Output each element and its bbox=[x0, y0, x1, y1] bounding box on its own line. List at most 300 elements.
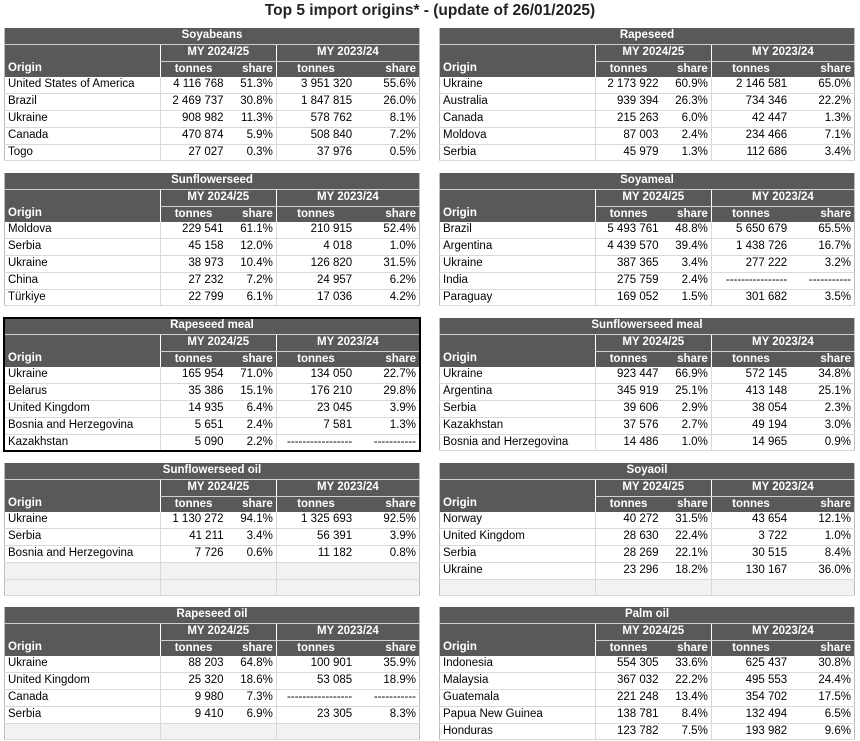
share-2023-24-cell: 36.0% bbox=[790, 562, 854, 579]
tonnes-2024-25-cell: 9 980 bbox=[160, 689, 226, 706]
origin-cell: Brazil bbox=[5, 94, 161, 111]
tonnes-2023-24-cell: 193 982 bbox=[711, 723, 790, 740]
share-2024-25-cell: 64.8% bbox=[227, 656, 277, 672]
share-2024-25-cell: 31.5% bbox=[662, 512, 712, 528]
table-row bbox=[440, 723, 855, 740]
tonnes-2023-24-cell: 49 194 bbox=[711, 417, 790, 434]
share-2023-24-cell: 92.5% bbox=[355, 512, 419, 528]
tonnes-2024-25-cell bbox=[160, 562, 226, 579]
table-panel-soyaoil bbox=[439, 463, 855, 596]
share-2024-25-cell: 6.1% bbox=[227, 289, 277, 306]
share-2024-25-cell: 48.8% bbox=[662, 222, 712, 238]
share-2023-24-cell: 6.5% bbox=[790, 706, 854, 723]
tonnes-2023-24-cell bbox=[276, 723, 355, 740]
tonnes-2024-25-cell: 45 158 bbox=[160, 239, 226, 256]
share-2023-24-cell: 0.9% bbox=[790, 434, 854, 451]
share-2024-25-cell: 13.4% bbox=[662, 689, 712, 706]
tonnes-2023-24-cell: 23 305 bbox=[276, 706, 355, 723]
import-table bbox=[4, 173, 420, 306]
table-row bbox=[5, 706, 420, 723]
share-2024-25-cell bbox=[227, 723, 277, 740]
origin-cell: India bbox=[440, 272, 596, 289]
share-2023-24-cell: 8.4% bbox=[790, 545, 854, 562]
table-row bbox=[5, 110, 420, 127]
table-row bbox=[5, 255, 420, 272]
table-row bbox=[440, 562, 855, 579]
header-share: share bbox=[227, 351, 277, 367]
tonnes-2024-25-cell: 23 296 bbox=[595, 562, 661, 579]
origin-cell: Australia bbox=[440, 94, 596, 111]
tonnes-2024-25-cell: 28 269 bbox=[595, 545, 661, 562]
share-2024-25-cell: 2.7% bbox=[662, 417, 712, 434]
tonnes-2023-24-cell: 2 146 581 bbox=[711, 77, 790, 93]
header-share: share bbox=[355, 496, 419, 512]
share-2023-24-cell: 7.2% bbox=[355, 127, 419, 144]
share-2023-24-cell: 25.1% bbox=[790, 384, 854, 401]
share-2024-25-cell bbox=[227, 579, 277, 596]
table-row bbox=[5, 562, 420, 579]
table-row bbox=[5, 417, 420, 434]
header-share: share bbox=[790, 206, 854, 222]
header-share: share bbox=[662, 496, 712, 512]
share-2024-25-cell: 2.4% bbox=[662, 272, 712, 289]
table-row bbox=[5, 272, 420, 289]
table-row bbox=[440, 110, 855, 127]
tonnes-2024-25-cell: 39 606 bbox=[595, 400, 661, 417]
share-2024-25-cell: 2.4% bbox=[662, 127, 712, 144]
header-share: share bbox=[662, 61, 712, 77]
tonnes-2024-25-cell bbox=[160, 723, 226, 740]
share-2024-25-cell: 18.2% bbox=[662, 562, 712, 579]
header-share: share bbox=[227, 61, 277, 77]
share-2024-25-cell: 8.4% bbox=[662, 706, 712, 723]
tonnes-2024-25-cell: 1 130 272 bbox=[160, 512, 226, 528]
tonnes-2023-24-cell: 23 045 bbox=[276, 400, 355, 417]
tonnes-2024-25-cell: 215 263 bbox=[595, 110, 661, 127]
table-panel-soyameal bbox=[439, 173, 855, 306]
origin-cell: Argentina bbox=[440, 239, 596, 256]
table-row bbox=[5, 656, 420, 672]
table-panel-rapeseed-oil bbox=[4, 607, 420, 740]
share-2024-25-cell: 33.6% bbox=[662, 656, 712, 672]
header-period-current: MY 2024/25 bbox=[160, 334, 276, 351]
table-panel-sunflowerseed-oil bbox=[4, 463, 420, 596]
import-table bbox=[4, 318, 420, 451]
origin-cell: Ukraine bbox=[440, 562, 596, 579]
tonnes-2024-25-cell: 5 651 bbox=[160, 417, 226, 434]
tonnes-2024-25-cell: 923 447 bbox=[595, 367, 661, 383]
table-row bbox=[5, 545, 420, 562]
header-blank bbox=[440, 189, 596, 206]
header-tonnes: tonnes bbox=[160, 640, 226, 656]
header-blank bbox=[5, 479, 161, 496]
header-tonnes: tonnes bbox=[595, 496, 661, 512]
origin-cell: Papua New Guinea bbox=[440, 706, 596, 723]
share-2023-24-cell: 26.0% bbox=[355, 94, 419, 111]
origin-cell: United Kingdom bbox=[5, 400, 161, 417]
origin-cell: Serbia bbox=[440, 144, 596, 161]
tonnes-2024-25-cell: 37 576 bbox=[595, 417, 661, 434]
tonnes-2023-24-cell: 578 762 bbox=[276, 110, 355, 127]
table-row bbox=[440, 77, 855, 93]
share-2024-25-cell: 6.4% bbox=[227, 400, 277, 417]
share-2023-24-cell: 16.7% bbox=[790, 239, 854, 256]
tonnes-2023-24-cell: 301 682 bbox=[711, 289, 790, 306]
origin-cell: United Kingdom bbox=[440, 529, 596, 546]
share-2023-24-cell: 30.8% bbox=[790, 656, 854, 672]
origin-cell: Ukraine bbox=[440, 367, 596, 383]
origin-cell: Brazil bbox=[440, 222, 596, 238]
table-row bbox=[440, 289, 855, 306]
tonnes-2023-24-cell: 354 702 bbox=[711, 689, 790, 706]
tonnes-2023-24-cell bbox=[711, 579, 790, 596]
tonnes-2023-24-cell: 625 437 bbox=[711, 656, 790, 672]
table-row bbox=[5, 289, 420, 306]
tonnes-2023-24-cell: ---------------- bbox=[711, 272, 790, 289]
tonnes-2023-24-cell: 1 325 693 bbox=[276, 512, 355, 528]
tonnes-2024-25-cell: 25 320 bbox=[160, 673, 226, 690]
tonnes-2023-24-cell: 5 650 679 bbox=[711, 222, 790, 238]
header-blank bbox=[5, 44, 161, 61]
share-2023-24-cell: 1.0% bbox=[355, 239, 419, 256]
share-2023-24-cell bbox=[355, 579, 419, 596]
table-row bbox=[440, 272, 855, 289]
tonnes-2024-25-cell: 27 232 bbox=[160, 272, 226, 289]
share-2024-25-cell: 11.3% bbox=[227, 110, 277, 127]
share-2023-24-cell: 7.1% bbox=[790, 127, 854, 144]
tonnes-2024-25-cell: 165 954 bbox=[160, 367, 226, 383]
origin-cell: Ukraine bbox=[5, 367, 161, 383]
tonnes-2024-25-cell: 9 410 bbox=[160, 706, 226, 723]
header-origin: Origin bbox=[5, 351, 161, 367]
header-share: share bbox=[355, 640, 419, 656]
tonnes-2023-24-cell: 277 222 bbox=[711, 255, 790, 272]
table-row bbox=[440, 545, 855, 562]
header-share: share bbox=[227, 496, 277, 512]
header-blank bbox=[5, 189, 161, 206]
header-period-current: MY 2024/25 bbox=[160, 479, 276, 496]
header-origin: Origin bbox=[440, 496, 596, 512]
table-title: Soyaoil bbox=[440, 463, 855, 479]
header-period-current: MY 2024/25 bbox=[595, 479, 711, 496]
tonnes-2023-24-cell: 126 820 bbox=[276, 255, 355, 272]
table-row bbox=[5, 673, 420, 690]
origin-cell: Serbia bbox=[5, 529, 161, 546]
tonnes-2024-25-cell: 45 979 bbox=[595, 144, 661, 161]
share-2023-24-cell: 3.9% bbox=[355, 529, 419, 546]
header-tonnes: tonnes bbox=[160, 496, 226, 512]
share-2024-25-cell: 1.3% bbox=[662, 144, 712, 161]
table-title: Rapeseed meal bbox=[5, 318, 420, 334]
header-tonnes: tonnes bbox=[711, 61, 790, 77]
table-title: Soyabeans bbox=[5, 28, 420, 44]
header-share: share bbox=[355, 351, 419, 367]
table-row bbox=[440, 367, 855, 383]
tonnes-2024-25-cell: 123 782 bbox=[595, 723, 661, 740]
tonnes-2023-24-cell: 508 840 bbox=[276, 127, 355, 144]
share-2024-25-cell: 66.9% bbox=[662, 367, 712, 383]
tonnes-2024-25-cell: 14 935 bbox=[160, 400, 226, 417]
share-2024-25-cell: 22.2% bbox=[662, 673, 712, 690]
origin-cell: Canada bbox=[440, 110, 596, 127]
header-period-previous: MY 2023/24 bbox=[276, 334, 419, 351]
share-2023-24-cell bbox=[355, 723, 419, 740]
header-share: share bbox=[227, 206, 277, 222]
table-row bbox=[440, 579, 855, 596]
tonnes-2024-25-cell: 275 759 bbox=[595, 272, 661, 289]
tonnes-2024-25-cell: 4 439 570 bbox=[595, 239, 661, 256]
header-origin: Origin bbox=[440, 640, 596, 656]
header-period-previous: MY 2023/24 bbox=[711, 44, 854, 61]
origin-cell: Türkiye bbox=[5, 289, 161, 306]
import-table bbox=[4, 463, 420, 596]
table-row bbox=[440, 689, 855, 706]
share-2023-24-cell: 24.4% bbox=[790, 673, 854, 690]
share-2023-24-cell: 52.4% bbox=[355, 222, 419, 238]
share-2023-24-cell: 4.2% bbox=[355, 289, 419, 306]
header-period-current: MY 2024/25 bbox=[160, 189, 276, 206]
import-table bbox=[439, 173, 855, 306]
header-share: share bbox=[662, 351, 712, 367]
share-2024-25-cell: 10.4% bbox=[227, 255, 277, 272]
tonnes-2023-24-cell: 210 915 bbox=[276, 222, 355, 238]
table-panel-rapeseed-meal bbox=[4, 318, 420, 451]
page-title: Top 5 import origins* - (update of 26/01/2025) bbox=[264, 2, 596, 19]
header-origin: Origin bbox=[5, 640, 161, 656]
table-panel-soyabeans bbox=[4, 28, 420, 161]
import-table bbox=[439, 28, 855, 161]
header-blank bbox=[440, 479, 596, 496]
share-2024-25-cell: 25.1% bbox=[662, 384, 712, 401]
tonnes-2024-25-cell: 939 394 bbox=[595, 94, 661, 111]
tonnes-2023-24-cell: 24 957 bbox=[276, 272, 355, 289]
tonnes-2024-25-cell: 138 781 bbox=[595, 706, 661, 723]
header-tonnes: tonnes bbox=[276, 496, 355, 512]
table-row bbox=[440, 127, 855, 144]
share-2024-25-cell: 2.2% bbox=[227, 434, 277, 451]
origin-cell: United Kingdom bbox=[5, 673, 161, 690]
table-row bbox=[440, 529, 855, 546]
origin-cell: Bosnia and Herzegovina bbox=[5, 545, 161, 562]
share-2023-24-cell: 22.7% bbox=[355, 367, 419, 383]
header-origin: Origin bbox=[440, 351, 596, 367]
share-2023-24-cell: 0.5% bbox=[355, 144, 419, 161]
tonnes-2023-24-cell: 38 054 bbox=[711, 400, 790, 417]
share-2023-24-cell: 6.2% bbox=[355, 272, 419, 289]
share-2023-24-cell: 65.0% bbox=[790, 77, 854, 93]
header-tonnes: tonnes bbox=[711, 351, 790, 367]
share-2023-24-cell: 8.1% bbox=[355, 110, 419, 127]
header-period-current: MY 2024/25 bbox=[595, 334, 711, 351]
table-row bbox=[440, 144, 855, 161]
share-2023-24-cell: 55.6% bbox=[355, 77, 419, 93]
share-2024-25-cell: 94.1% bbox=[227, 512, 277, 528]
share-2024-25-cell: 71.0% bbox=[227, 367, 277, 383]
tonnes-2024-25-cell: 345 919 bbox=[595, 384, 661, 401]
origin-cell: Bosnia and Herzegovina bbox=[440, 434, 596, 451]
origin-cell: Ukraine bbox=[5, 512, 161, 528]
origin-cell: Moldova bbox=[5, 222, 161, 238]
share-2024-25-cell: 5.9% bbox=[227, 127, 277, 144]
share-2024-25-cell: 6.0% bbox=[662, 110, 712, 127]
origin-cell: Ukraine bbox=[5, 255, 161, 272]
table-row bbox=[5, 529, 420, 546]
tonnes-2024-25-cell: 40 272 bbox=[595, 512, 661, 528]
table-row bbox=[440, 673, 855, 690]
share-2024-25-cell: 26.3% bbox=[662, 94, 712, 111]
tonnes-2024-25-cell: 367 032 bbox=[595, 673, 661, 690]
share-2024-25-cell: 18.6% bbox=[227, 673, 277, 690]
tonnes-2024-25-cell: 22 799 bbox=[160, 289, 226, 306]
header-share: share bbox=[790, 61, 854, 77]
share-2024-25-cell bbox=[227, 562, 277, 579]
share-2024-25-cell: 15.1% bbox=[227, 384, 277, 401]
table-row bbox=[440, 94, 855, 111]
table-title: Sunflowerseed bbox=[5, 173, 420, 189]
origin-cell: Belarus bbox=[5, 384, 161, 401]
share-2024-25-cell: 6.9% bbox=[227, 706, 277, 723]
share-2024-25-cell: 3.4% bbox=[227, 529, 277, 546]
share-2023-24-cell: 31.5% bbox=[355, 255, 419, 272]
tonnes-2023-24-cell: 7 581 bbox=[276, 417, 355, 434]
import-table bbox=[4, 607, 420, 740]
share-2024-25-cell: 1.5% bbox=[662, 289, 712, 306]
import-table bbox=[4, 28, 420, 161]
tonnes-2024-25-cell: 38 973 bbox=[160, 255, 226, 272]
tonnes-2024-25-cell: 169 052 bbox=[595, 289, 661, 306]
header-blank bbox=[5, 334, 161, 351]
header-tonnes: tonnes bbox=[711, 206, 790, 222]
share-2024-25-cell: 3.4% bbox=[662, 255, 712, 272]
tonnes-2023-24-cell: 234 466 bbox=[711, 127, 790, 144]
tonnes-2024-25-cell: 28 630 bbox=[595, 529, 661, 546]
table-title: Palm oil bbox=[440, 607, 855, 623]
origin-cell: Kazakhstan bbox=[5, 434, 161, 451]
origin-cell bbox=[5, 562, 161, 579]
header-tonnes: tonnes bbox=[595, 61, 661, 77]
share-2024-25-cell: 0.6% bbox=[227, 545, 277, 562]
origin-cell: Honduras bbox=[440, 723, 596, 740]
share-2023-24-cell: 1.3% bbox=[790, 110, 854, 127]
share-2024-25-cell: 1.0% bbox=[662, 434, 712, 451]
header-tonnes: tonnes bbox=[160, 351, 226, 367]
tonnes-2024-25-cell: 7 726 bbox=[160, 545, 226, 562]
tonnes-2023-24-cell bbox=[276, 579, 355, 596]
tonnes-2023-24-cell: 176 210 bbox=[276, 384, 355, 401]
table-row bbox=[5, 579, 420, 596]
tonnes-2023-24-cell: 572 145 bbox=[711, 367, 790, 383]
share-2023-24-cell: ----------- bbox=[790, 272, 854, 289]
table-title: Soyameal bbox=[440, 173, 855, 189]
share-2023-24-cell: 3.9% bbox=[355, 400, 419, 417]
tonnes-2023-24-cell: 112 686 bbox=[711, 144, 790, 161]
share-2024-25-cell: 60.9% bbox=[662, 77, 712, 93]
header-tonnes: tonnes bbox=[595, 206, 661, 222]
header-tonnes: tonnes bbox=[595, 351, 661, 367]
share-2024-25-cell: 0.3% bbox=[227, 144, 277, 161]
tonnes-2023-24-cell: 17 036 bbox=[276, 289, 355, 306]
table-row bbox=[5, 239, 420, 256]
header-tonnes: tonnes bbox=[160, 61, 226, 77]
tonnes-2023-24-cell: 495 553 bbox=[711, 673, 790, 690]
tonnes-2023-24-cell: 56 391 bbox=[276, 529, 355, 546]
origin-cell: Argentina bbox=[440, 384, 596, 401]
share-2023-24-cell: 3.2% bbox=[790, 255, 854, 272]
share-2023-24-cell: 9.6% bbox=[790, 723, 854, 740]
table-row bbox=[440, 384, 855, 401]
origin-cell: Serbia bbox=[440, 400, 596, 417]
origin-cell: Serbia bbox=[5, 239, 161, 256]
share-2023-24-cell: 17.5% bbox=[790, 689, 854, 706]
share-2024-25-cell: 61.1% bbox=[227, 222, 277, 238]
share-2023-24-cell: 0.8% bbox=[355, 545, 419, 562]
table-row bbox=[5, 127, 420, 144]
header-blank bbox=[440, 44, 596, 61]
table-row bbox=[440, 706, 855, 723]
table-row bbox=[5, 384, 420, 401]
header-share: share bbox=[227, 640, 277, 656]
table-panel-rapeseed bbox=[439, 28, 855, 161]
tonnes-2023-24-cell: ----------------- bbox=[276, 434, 355, 451]
table-row bbox=[5, 77, 420, 93]
share-2024-25-cell: 22.4% bbox=[662, 529, 712, 546]
tonnes-2024-25-cell: 2 173 922 bbox=[595, 77, 661, 93]
header-period-previous: MY 2023/24 bbox=[276, 189, 419, 206]
table-title: Sunflowerseed meal bbox=[440, 318, 855, 334]
table-row bbox=[440, 255, 855, 272]
header-origin: Origin bbox=[5, 496, 161, 512]
share-2024-25-cell: 7.5% bbox=[662, 723, 712, 740]
origin-cell bbox=[5, 579, 161, 596]
share-2024-25-cell: 2.4% bbox=[227, 417, 277, 434]
tonnes-2023-24-cell: 42 447 bbox=[711, 110, 790, 127]
tonnes-2023-24-cell: 3 951 320 bbox=[276, 77, 355, 93]
table-row bbox=[5, 400, 420, 417]
share-2024-25-cell: 30.8% bbox=[227, 94, 277, 111]
tonnes-2024-25-cell: 470 874 bbox=[160, 127, 226, 144]
tonnes-2023-24-cell: 53 085 bbox=[276, 673, 355, 690]
header-period-previous: MY 2023/24 bbox=[711, 334, 854, 351]
table-row bbox=[440, 222, 855, 238]
tonnes-2024-25-cell: 87 003 bbox=[595, 127, 661, 144]
origin-cell: Guatemala bbox=[440, 689, 596, 706]
table-title: Sunflowerseed oil bbox=[5, 463, 420, 479]
share-2023-24-cell: 2.3% bbox=[790, 400, 854, 417]
table-row bbox=[5, 434, 420, 451]
header-origin: Origin bbox=[5, 61, 161, 77]
origin-cell: Bosnia and Herzegovina bbox=[5, 417, 161, 434]
origin-cell: Moldova bbox=[440, 127, 596, 144]
tonnes-2024-25-cell: 41 211 bbox=[160, 529, 226, 546]
tonnes-2023-24-cell: 130 167 bbox=[711, 562, 790, 579]
tonnes-2024-25-cell: 221 248 bbox=[595, 689, 661, 706]
tonnes-2023-24-cell: 30 515 bbox=[711, 545, 790, 562]
share-2023-24-cell bbox=[790, 579, 854, 596]
tonnes-2024-25-cell: 554 305 bbox=[595, 656, 661, 672]
table-row bbox=[5, 689, 420, 706]
header-tonnes: tonnes bbox=[276, 206, 355, 222]
header-share: share bbox=[355, 61, 419, 77]
tonnes-2023-24-cell: 1 438 726 bbox=[711, 239, 790, 256]
share-2023-24-cell: 29.8% bbox=[355, 384, 419, 401]
share-2024-25-cell bbox=[662, 579, 712, 596]
header-period-previous: MY 2023/24 bbox=[711, 623, 854, 640]
origin-cell: Togo bbox=[5, 144, 161, 161]
tonnes-2024-25-cell: 387 365 bbox=[595, 255, 661, 272]
origin-cell: Ukraine bbox=[440, 255, 596, 272]
tonnes-2023-24-cell: 100 901 bbox=[276, 656, 355, 672]
header-period-previous: MY 2023/24 bbox=[276, 44, 419, 61]
